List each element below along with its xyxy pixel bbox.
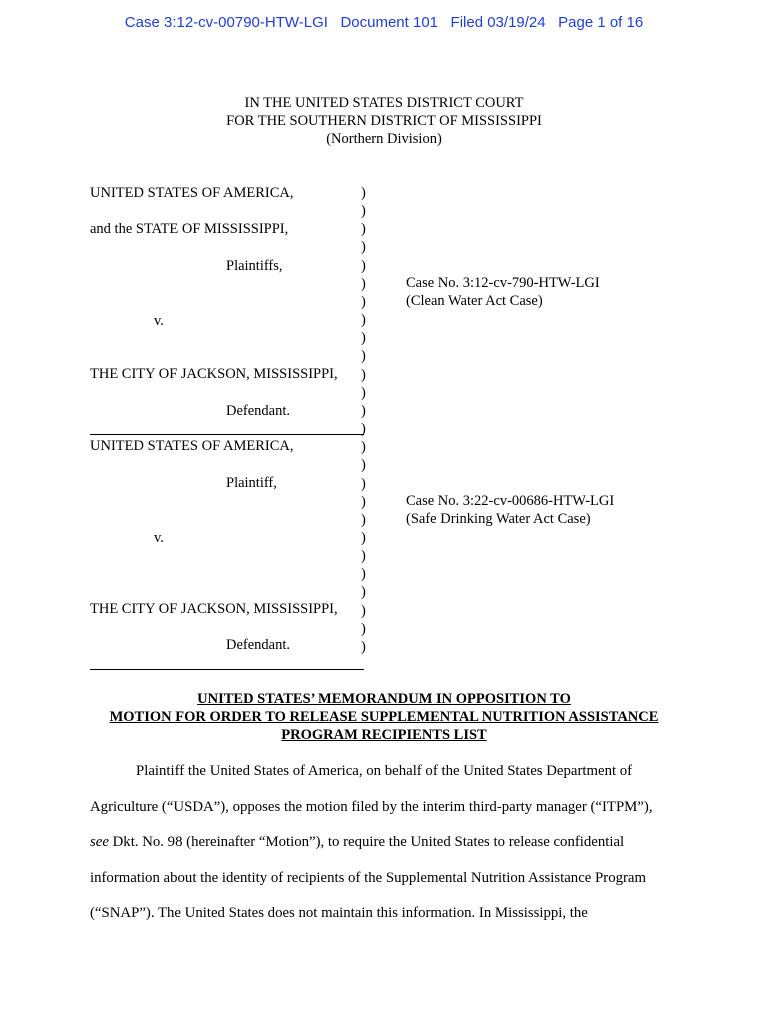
caption2-case-type: (Safe Drinking Water Act Case) xyxy=(406,511,591,527)
caption-paren: ) xyxy=(361,566,366,583)
body-line-2: Agriculture (“USDA”), opposes the motion filed by the interim third-party manager (“ITPM”), xyxy=(90,798,653,815)
caption-paren: ) xyxy=(361,638,366,655)
caption-paren: ) xyxy=(361,185,366,201)
caption2-plaintiff-label: Plaintiff, xyxy=(226,475,277,491)
caption-paren: ) xyxy=(361,312,366,329)
caption2-defendant-label: Defendant. xyxy=(226,637,291,653)
document-header xyxy=(0,14,768,31)
caption-paren: ) xyxy=(361,421,366,438)
page-number: Page 1 of 16 xyxy=(558,14,644,31)
caption-paren: ) xyxy=(361,348,366,365)
caption1-plaintiff2: and the STATE OF MISSISSIPPI, xyxy=(90,221,289,237)
caption-paren: ) xyxy=(361,620,366,637)
caption-paren: ) xyxy=(361,548,366,565)
caption-paren: ) xyxy=(361,275,366,292)
caption-paren: ) xyxy=(361,475,366,492)
body-paragraph xyxy=(90,754,680,932)
caption-paren: ) xyxy=(361,257,366,274)
court-name: IN THE UNITED STATES DISTRICT COURT xyxy=(244,95,524,111)
see-signal: see xyxy=(90,834,109,851)
caption2-plaintiff: UNITED STATES OF AMERICA, xyxy=(90,438,294,454)
caption-bottom-rule xyxy=(90,669,364,670)
caption-paren: ) xyxy=(361,293,366,310)
title-line-2: MOTION FOR ORDER TO RELEASE SUPPLEMENTAL NUTRITION ASSISTANCE xyxy=(109,709,659,725)
caption2-case-number: Case No. 3:22-cv-00686-HTW-LGI xyxy=(406,493,615,509)
caption2-versus: v. xyxy=(154,530,164,546)
caption-paren: ) xyxy=(361,511,366,528)
title-line-1: UNITED STATES’ MEMORANDUM IN OPPOSITION TO xyxy=(197,691,571,707)
caption-paren: ) xyxy=(361,439,366,456)
caption-paren: ) xyxy=(361,602,366,619)
caption-paren: ) xyxy=(361,457,366,474)
caption1-versus: v. xyxy=(154,313,164,329)
caption-paren: ) xyxy=(361,366,366,383)
caption1-defendant: THE CITY OF JACKSON, MISSISSIPPI, xyxy=(90,366,338,382)
case-number: Case 3:12-cv-00790-HTW-LGI xyxy=(124,14,328,31)
caption2-defendant: THE CITY OF JACKSON, MISSISSIPPI, xyxy=(90,601,338,617)
caption1-defendant-label: Defendant. xyxy=(226,403,291,419)
court-district: FOR THE SOUTHERN DISTRICT OF MISSISSIPPI xyxy=(226,113,542,129)
body-line-3-text: Dkt. No. 98 (hereinafter “Motion”), to require the United States to release confidential xyxy=(108,834,625,851)
court-division: (Northern Division) xyxy=(326,131,442,147)
body-line-5: (“SNAP”). The United States does not maintain this information. In Mississippi, the xyxy=(90,905,588,922)
caption-paren: ) xyxy=(361,239,366,256)
document-number: Document 101 xyxy=(340,14,439,31)
caption-paren: ) xyxy=(361,203,366,220)
caption-paren: ) xyxy=(361,584,366,601)
court-heading xyxy=(0,94,768,148)
caption1-case-type: (Clean Water Act Case) xyxy=(406,293,543,309)
caption-paren: ) xyxy=(361,384,366,401)
memorandum-title xyxy=(0,690,768,744)
title-line-3: PROGRAM RECIPIENTS LIST xyxy=(281,727,487,743)
caption-paren: ) xyxy=(361,221,366,238)
body-line-4: information about the identity of recipients of the Supplemental Nutrition Assistance Program xyxy=(90,869,647,886)
caption-paren: ) xyxy=(361,493,366,510)
caption1-plaintiffs-label: Plaintiffs, xyxy=(226,258,283,274)
caption-parenthesis-column xyxy=(361,184,366,656)
caption1-plaintiff1: UNITED STATES OF AMERICA, xyxy=(90,185,294,201)
caption-paren: ) xyxy=(361,529,366,546)
body-line-1: Plaintiff the United States of America, on behalf of the United States Department of xyxy=(136,763,633,779)
caption-paren: ) xyxy=(361,330,366,347)
filed-date: Filed 03/19/24 xyxy=(450,14,546,31)
body-line-3 xyxy=(90,825,680,861)
caption1-case-number: Case No. 3:12-cv-790-HTW-LGI xyxy=(406,275,600,291)
caption-paren: ) xyxy=(361,402,366,419)
caption-divider xyxy=(90,434,364,435)
